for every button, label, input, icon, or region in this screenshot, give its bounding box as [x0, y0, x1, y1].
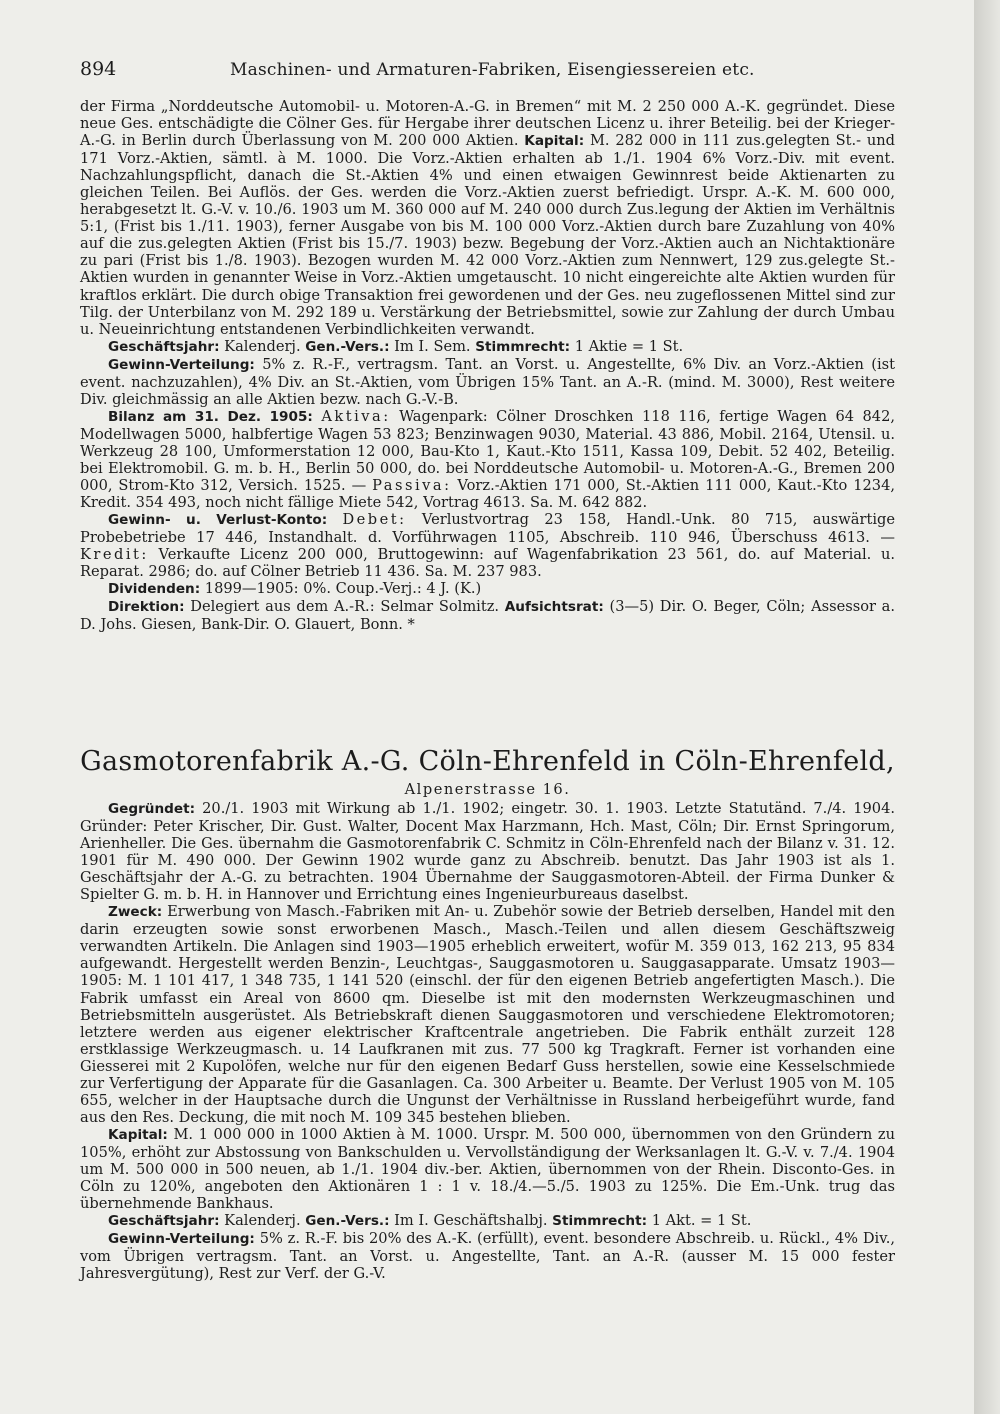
company-title: Gasmotorenfabrik A.-G. Cöln-Ehrenfeld in Cöln-Ehrenfeld,: [80, 746, 895, 777]
paragraph-geschaeftsjahr: Geschäftsjahr: Kalenderj. Gen.-Vers.: Im I. Sem. Stimmrecht: 1 Aktie = 1 St.: [108, 337, 684, 355]
page-number: 894: [80, 58, 117, 80]
paragraph-dividenden: Dividenden: 1899—1905: 0%. Coup.-Verj.: 4 J. (K.): [108, 580, 482, 598]
running-title: Maschinen- und Armaturen-Fabriken, Eisengiessereien etc.: [230, 60, 755, 80]
paragraph-zweck: Zweck: Erwerbung von Masch.-Fabriken mit An- u. Zubehör sowie der Betrieb derselben, Handel mit den darin erzeugten sowie sonst erworbenen Masch., Masch.-Teilen und allen diesem Geschäftszweig verwandten Artikeln. Die Anlagen sind 1903—1905 erheblich erweitert, wofür M. 359 013, 162 213, 95 834 aufgewandt. Hergestellt werden Benzin-, Leuchtgas-, Sauggasmotoren u. Sauggasapparate. Umsatz 1903—1905: M. 1 101 417, 1 348 735, 1 141 520 (einschl. der für den eigenen Betrieb angefertigten Masch.). Die Fabrik umfasst ein Areal von 8600 qm. Dieselbe ist mit den modernsten Werkzeugmaschinen und Betriebsmitteln ausgerüstet. Als Betriebskraft dienen Sauggasmotoren und verschiedene Elektromotoren; letztere werden aus eigener elektrischer Kraftcentrale angetrieben. Die Fabrik enthält zurzeit 128 erstklassige Werkzeugmasch. u. 14 Laufkranen mit zus. 77 500 kg Tragkraft. Ferner ist vorhanden eine Giesserei mit 2 Kupolöfen, welche nur für den eigenen Bedarf Guss herstellen, sowie eine Kesselschmiede zur Verfertigung der Apparate für die Gasanlagen. Ca. 300 Arbeiter u. Beamte. Der Verlust 1905 von M. 105 655, welcher in der Hauptsache durch die Ungunst der Verhältnisse in Russland herbeigeführt wurde, fand aus den Res. Deckung, die mit noch M. 109 345 bestehen blieben.: [80, 903, 895, 1126]
label-kapital: Kapital:: [524, 133, 585, 150]
paragraph-gewinn-verteilung-2: Gewinn-Verteilung: 5% z. R.-F. bis 20% des A.-K. (erfüllt), event. besondere Abschreib. u. Rückl., 4% Div., vom Übrigen vertragsm. Tant. an Vorst. u. Angestellte, Tant. an A.-R. (ausser M. 15 000 fester Jahresvergütung), Rest zur Verf. der G.-V.: [80, 1230, 896, 1283]
paragraph-intro: der Firma „Norddeutsche Automobil- u. Motoren-A.-G. in Bremen“ mit M. 2 250 000 A.-K. gegründet. Diese neue Ges. entschädigte die Cölner Ges. für Hergabe ihrer deutschen Licenz u. ihrer Beteilig. bei der Krieger-A.-G. in Berlin durch Überlassung von M. 200 000 Aktien. Kapital: M. 282 000 in 111 zus.gelegten St.- und 171 Vorz.-Aktien, sämtl. à M. 1000. Die Vorz.-Aktien erhalten ab 1./1. 1904 6% Vorz.-Div. mit event. Nachzahlungspflicht, danach die St.-Aktien 4% und einen etwaigen Gewinnrest beide Aktienarten zu gleichen Teilen. Bei Auflös. der Ges. werden die Vorz.-Aktien zuerst befriedigt. Urspr. A.-K. M. 600 000, herabgesetzt lt. G.-V. v. 10./6. 1903 um M. 360 000 auf M. 240 000 durch Zus.legung der Aktien im Verhältnis 5:1, (Frist bis 1./11. 1903), ferner Ausgabe von bis M. 100 000 Vorz.-Aktien durch bare Zuzahlung von 40% auf die zus.gelegten Aktien (Frist bis 15./7. 1903) bezw. Begebung der Vorz.-Aktien auch an Nichtaktionäre zu pari (Frist bis 1./8. 1903). Bezogen wurden M. 42 000 Vorz.-Aktien zum Nennwert, 129 zus.gelegte St.-Aktien wurden in genannter Weise in Vorz.-Aktien umgetauscht. 10 nicht eingereichte alte Aktien wurden für kraftlos erklärt. Die durch obige Transaktion frei gewordenen und der Ges. neu zugeflossenen Mittel sind zur Tilg. der Unterbilanz von M. 292 189 u. Verstärkung der Betriebsmittel, sowie zur Zahlung der durch Umbau u. Neueinrichtung entstandenen Verbindlichkeiten verwandt.: [80, 98, 896, 338]
page-edge-shadow: [974, 0, 1000, 1414]
paragraph-kapital: Kapital: M. 1 000 000 in 1000 Aktien à M. 1000. Urspr. M. 500 000, übernommen von den Gründern zu 105%, erhöht zur Abstossung von Bankschulden u. Vervollständigung der Werksanlagen lt. G.-V. v. 7./4. 1904 um M. 500 000 in 500 neuen, ab 1./1. 1904 div.-ber. Aktien, übernommen von der Rhein. Disconto-Ges. in Cöln zu 120%, angeboten den Aktionären 1 : 1 v. 18./4.—5./5. 1903 zu 125%. Die Em.-Unk. trug das übernehmende Bankhaus.: [80, 1125, 896, 1213]
page-header: [80, 56, 890, 86]
section-gasmotorenfabrik: [80, 800, 895, 1282]
section-previous-company: [80, 98, 895, 633]
paragraph-gegruendet: Gegründet: 20./1. 1903 mit Wirkung ab 1./1. 1902; eingetr. 30. 1. 1903. Letzte Statutänd. 7./4. 1904. Gründer: Peter Krischer, Dir. Gust. Walter, Docent Max Harzmann, Hch. Mast, Cöln; Dir. Ernst Springorum, Arienheller. Die Ges. übernahm die Gasmotorenfabrik C. Schmitz in Cöln-Ehrenfeld nach der Bilanz v. 31. 12. 1901 für M. 490 000. Der Gewinn 1902 wurde ganz zu Abschreib. benutzt. Das Jahr 1903 ist als 1. Geschäftsjahr der A.-G. zu betrachten. 1904 Übernahme der Sauggasmotoren-Abteil. der Firma Dunker & Spielter G. m. b. H. in Hannover und Errichtung eines Ingenieurbureaus daselbst.: [80, 800, 896, 904]
paragraph-geschaeftsjahr-2: Geschäftsjahr: Kalenderj. Gen.-Vers.: Im I. Geschäftshalbj. Stimmrecht: 1 Akt. = 1 St.: [108, 1212, 752, 1230]
paragraph-bilanz: Bilanz am 31. Dez. 1905: Aktiva: Wagenpark: Cölner Droschken 118 116, fertige Wagen 64 842, Modellwagen 5000, halbfertige Wagen 53 823; Benzinwagen 9030, Material. 43 886, Mobil. 2164, Utensil. u. Werkzeug 28 100, Umformerstation 12 000, Bau-Kto 1, Kaut.-Kto 1511, Kassa 109, Debit. 52 402, Beteilig. bei Elektromobil. G. m. b. H., Berlin 50 000, do. bei Norddeutsche Automobil- u. Motoren-A.-G., Bremen 200 000, Strom-Kto 312, Versich. 1525. — Passiva: Vorz.-Aktien 171 000, St.-Aktien 111 000, Kaut.-Kto 1234, Kredit. 354 493, noch nicht fällige Miete 542, Vortrag 4613. Sa. M. 642 882.: [80, 407, 895, 512]
paragraph-gewinn-verteilung: Gewinn-Verteilung: 5% z. R.-F., vertragsm. Tant. an Vorst. u. Angestellte, 6% Div. an Vorz.-Aktien (ist event. nachzuzahlen), 4% Div. an St.-Aktien, vom Übrigen 15% Tant. an A.-R. (mind. M. 3000), Rest weitere Div. gleichmässig an alle Aktien bezw. nach G.-V.-B.: [80, 355, 896, 408]
company-address: Alpenerstrasse 16.: [404, 781, 571, 798]
paragraph-gewinn-verlust: Gewinn- u. Verlust-Konto: Debet: Verlustvortrag 23 158, Handl.-Unk. 80 715, auswärtige Probebetriebe 17 446, Instandhalt. d. Vorführwagen 1105, Abschreib. 110 946, Überschuss 4613. — Kredit: Verkaufte Licenz 200 000, Bruttogewinn: auf Wagenfabrikation 23 561, do. auf Material. u. Reparat. 2986; do. auf Cölner Betrieb 11 436. Sa. M. 237 983.: [80, 511, 895, 581]
paragraph-direktion: Direktion: Delegiert aus dem A.-R.: Selmar Solmitz. Aufsichtsrat: (3—5) Dir. O. Beger, Cöln; Assessor a. D. Johs. Giesen, Bank-Dir. O. Glauert, Bonn. *: [80, 598, 896, 634]
